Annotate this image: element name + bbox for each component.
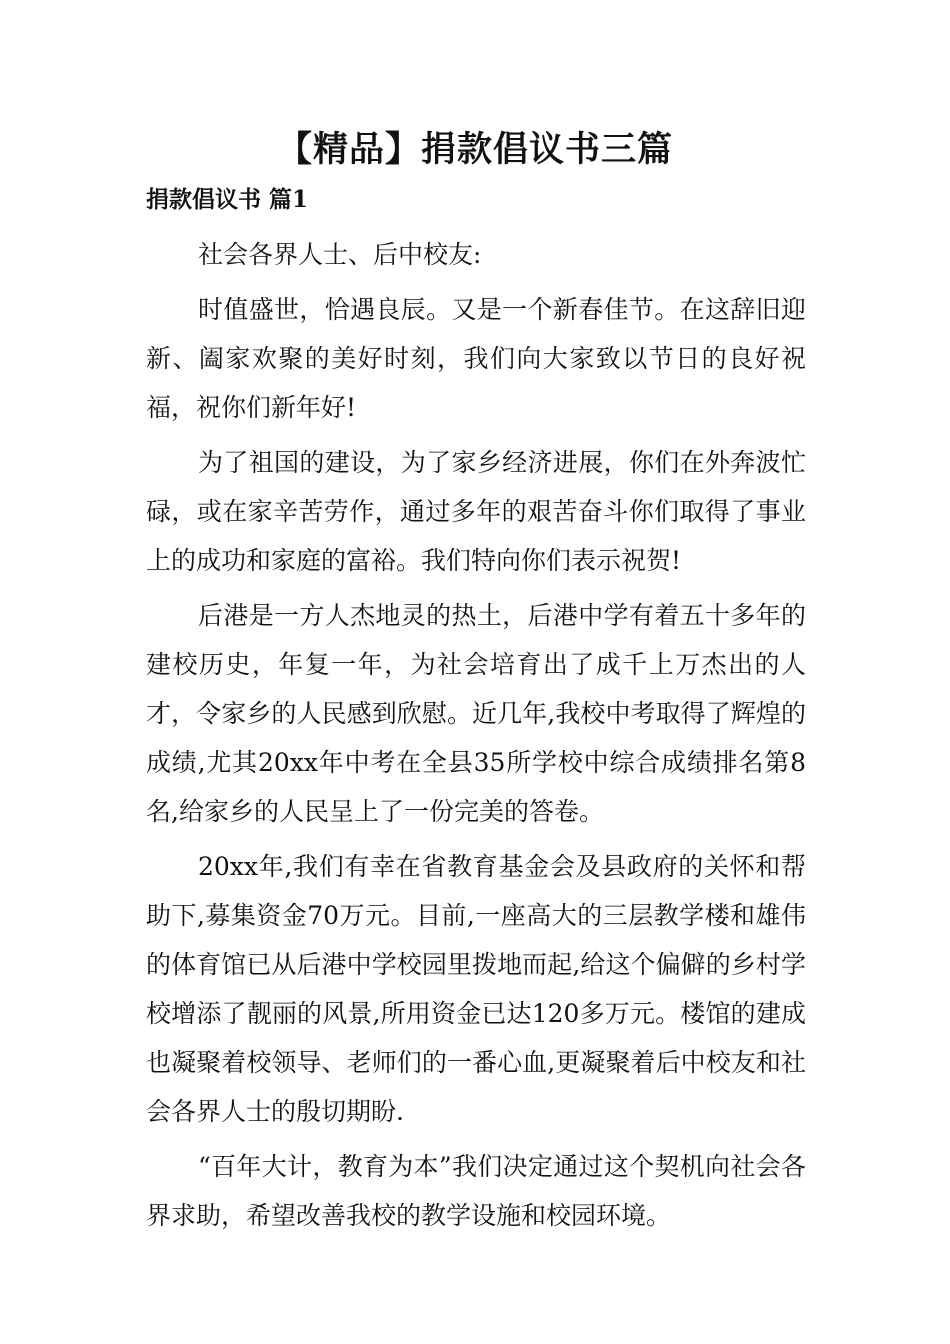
- body-paragraph: “百年大计，教育为本”我们决定通过这个契机向社会各界求助，希望改善我校的教学设施和校园环境。: [146, 1152, 806, 1230]
- document-body: [146, 230, 806, 1246]
- body-paragraph: 后港是一方人杰地灵的热土，后港中学有着五十多年的建校历史，年复一年，为社会培育出了成千上万杰出的人才，令家乡的人民感到欣慰。近几年,我校中考取得了辉煌的成绩,尤其20xx年中考在全县35所学校中综合成绩排名第8名,给家乡的人民呈上了一份完美的答卷。: [146, 601, 806, 826]
- body-paragraph: 时值盛世，恰遇良辰。又是一个新春佳节。在这辞旧迎新、阖家欢聚的美好时刻，我们向大家致以节日的良好祝福，祝你们新年好!: [146, 295, 806, 422]
- body-paragraph: 为了祖国的建设，为了家乡经济进展，你们在外奔波忙碌，或在家辛苦劳作，通过多年的艰苦奋斗你们取得了事业上的成功和家庭的富裕。我们特向你们表示祝贺!: [146, 448, 806, 575]
- document-title: 【精品】捐款倡议书三篇: [276, 130, 673, 170]
- body-paragraph: 20xx年,我们有幸在省教育基金会及县政府的关怀和帮助下,募集资金70万元。目前,一座高大的三层教学楼和雄伟的体育馆已从后港中学校园里拨地而起,给这个偏僻的乡村学校增添了靓丽的风景,所用资金已达120多万元。楼馆的建成也凝聚着校领导、老师们的一番心血,更凝聚着后中校友和社会各界人士的殷切期盼.: [146, 852, 806, 1126]
- salutation: 社会各界人士、后中校友:: [198, 240, 482, 269]
- section-heading: 捐款倡议书 篇1: [146, 186, 309, 213]
